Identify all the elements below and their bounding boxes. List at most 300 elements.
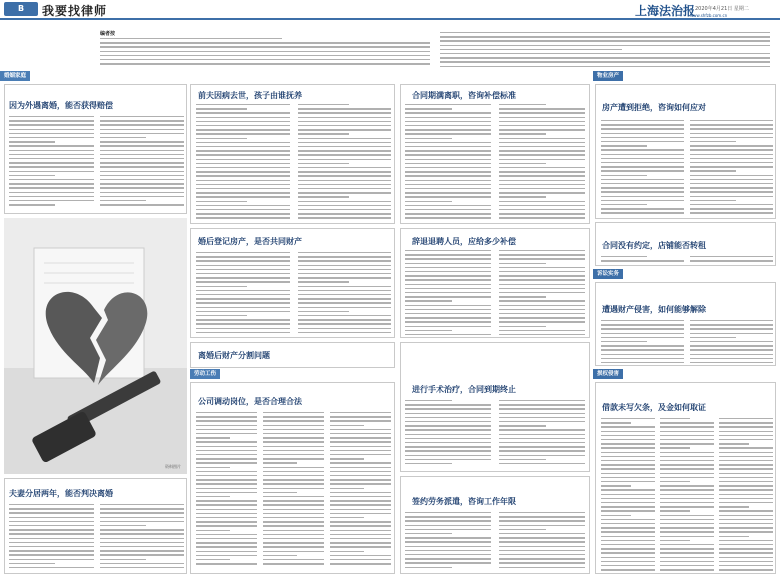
text-line — [601, 328, 684, 329]
text-line — [298, 217, 392, 218]
broken-heart-gavel-icon — [4, 218, 187, 474]
text-line — [719, 439, 773, 440]
text-line — [499, 317, 585, 318]
text-line — [499, 184, 585, 185]
text-line — [298, 163, 349, 164]
text-line — [601, 527, 655, 528]
text-line — [499, 537, 585, 538]
text-line — [100, 120, 185, 121]
text-line — [298, 294, 392, 295]
text-line — [100, 196, 185, 197]
text-line — [100, 187, 185, 188]
text-line — [719, 561, 773, 562]
text-line — [330, 412, 391, 413]
text-line — [690, 256, 773, 257]
text-line — [499, 300, 585, 301]
text-line — [298, 286, 392, 287]
text-line — [601, 341, 647, 342]
text-line — [9, 154, 94, 155]
text-line — [100, 542, 185, 543]
text-line — [298, 112, 392, 113]
text-line — [405, 326, 491, 327]
text-line — [405, 330, 452, 331]
text-line — [196, 265, 290, 266]
text-line — [100, 51, 430, 52]
text-line — [330, 475, 391, 476]
text-line — [499, 334, 585, 335]
text-line — [196, 450, 257, 451]
text-line — [298, 142, 392, 143]
text-line — [330, 504, 391, 505]
text-line — [660, 561, 714, 562]
text-line — [405, 450, 491, 451]
text-line — [660, 565, 714, 566]
text-line — [330, 525, 391, 526]
text-line — [499, 404, 585, 405]
text-line — [601, 204, 647, 205]
text-line — [405, 512, 491, 513]
text-line — [9, 124, 94, 125]
text-line — [601, 418, 655, 419]
text-line — [196, 441, 257, 442]
text-line — [196, 458, 257, 459]
text-line — [100, 133, 185, 134]
text-line — [196, 559, 230, 560]
text-line — [499, 188, 585, 189]
text-line — [196, 163, 290, 164]
text-line — [405, 305, 491, 306]
text-line — [601, 452, 655, 453]
text-line — [440, 57, 770, 58]
text-line — [196, 205, 290, 206]
text-line — [405, 188, 491, 189]
text-line — [601, 460, 655, 461]
text-line — [405, 408, 491, 409]
text-line — [690, 128, 773, 129]
article-title: 遭遇财产侵害，如何能够解除 — [602, 305, 706, 314]
text-line — [298, 196, 349, 197]
text-line — [196, 192, 290, 193]
text-line — [660, 468, 714, 469]
newspaper-brand: 上海法治报 — [635, 4, 696, 18]
text-line — [405, 258, 491, 259]
text-line — [499, 250, 585, 251]
text-line — [405, 154, 491, 155]
text-line — [499, 512, 585, 513]
text-line — [196, 180, 290, 181]
text-line — [440, 53, 770, 54]
text-line — [298, 273, 392, 274]
text-line — [601, 170, 684, 171]
text-line — [601, 515, 631, 516]
text-line — [690, 179, 773, 180]
text-line — [601, 354, 684, 355]
text-line — [440, 61, 770, 62]
text-line — [719, 540, 773, 541]
text-line — [263, 551, 324, 552]
text-line — [660, 552, 714, 553]
text-line — [330, 441, 391, 442]
text-line — [660, 477, 714, 478]
text-line — [9, 200, 94, 201]
text-line — [330, 538, 391, 539]
text-line — [196, 184, 290, 185]
text-line — [405, 562, 491, 563]
text-line — [9, 150, 94, 151]
text-line — [100, 179, 185, 180]
text-line — [100, 150, 185, 151]
page-title: 我要找律师 — [42, 4, 108, 18]
text-line — [330, 546, 391, 547]
text-line — [9, 559, 94, 560]
text-line — [196, 446, 257, 447]
text-line — [100, 129, 185, 130]
text-line — [719, 468, 773, 469]
text-line — [100, 521, 185, 522]
article-title: 公司调动岗位，是否合理合法 — [198, 397, 302, 406]
article-title: 前夫因病去世，孩子由谁抚养 — [198, 91, 302, 100]
text-line — [405, 537, 491, 538]
text-line — [9, 533, 94, 534]
text-line — [601, 540, 655, 541]
text-line — [601, 431, 655, 432]
text-line — [405, 442, 491, 443]
text-line — [405, 400, 452, 401]
text-line — [499, 267, 585, 268]
text-line — [719, 443, 749, 444]
text-line — [690, 320, 773, 321]
text-line — [719, 477, 773, 478]
text-line — [601, 481, 655, 482]
text-line — [719, 456, 773, 457]
text-line — [499, 417, 585, 418]
text-line — [196, 298, 290, 299]
text-line — [499, 562, 585, 563]
text-line — [196, 154, 290, 155]
text-line — [100, 517, 185, 518]
text-line — [601, 187, 684, 188]
text-line — [263, 530, 324, 531]
text-line — [9, 187, 94, 188]
text-line — [9, 192, 94, 193]
text-line — [601, 141, 684, 142]
text-line — [405, 209, 491, 210]
text-line — [330, 429, 391, 430]
text-line — [298, 150, 392, 151]
text-line — [601, 519, 655, 520]
text-line — [330, 563, 391, 564]
text-line — [405, 142, 491, 143]
text-line — [719, 460, 773, 461]
article-title: 签约劳务派遣，咨询工作年限 — [412, 497, 516, 506]
text-line — [499, 180, 585, 181]
text-line — [660, 557, 714, 558]
text-line — [601, 179, 684, 180]
text-line — [690, 362, 773, 363]
text-line — [263, 462, 297, 463]
text-line — [690, 204, 773, 205]
text-line — [601, 536, 655, 537]
text-line — [719, 544, 773, 545]
text-line — [330, 559, 391, 560]
text-line — [719, 485, 773, 486]
text-line — [601, 320, 684, 321]
text-line — [9, 129, 94, 130]
text-line — [601, 468, 655, 469]
text-line — [100, 42, 430, 43]
text-line — [330, 462, 391, 463]
text-line — [690, 141, 736, 142]
article-title: 离婚后财产分割问题 — [198, 351, 270, 360]
text-line — [499, 167, 585, 168]
section-tab-infringement: 损权侵害 — [593, 369, 623, 379]
text-line — [601, 149, 684, 150]
text-line — [405, 133, 491, 134]
text-line — [405, 541, 491, 542]
text-line — [330, 420, 391, 421]
text-line — [440, 32, 770, 33]
text-line — [499, 125, 585, 126]
text-line — [263, 504, 324, 505]
text-line — [660, 464, 714, 465]
text-line — [660, 510, 690, 511]
text-line — [719, 536, 749, 537]
text-line — [499, 175, 585, 176]
text-line — [196, 425, 257, 426]
text-line — [196, 146, 290, 147]
text-line — [499, 529, 546, 530]
text-line — [499, 154, 585, 155]
text-line — [196, 281, 290, 282]
text-line — [690, 196, 773, 197]
section-tab-family: 婚姻家庭 — [0, 71, 30, 81]
article-box — [190, 382, 395, 574]
text-line — [196, 302, 290, 303]
text-line — [719, 431, 773, 432]
text-line — [263, 500, 324, 501]
text-line — [196, 551, 257, 552]
text-line — [440, 45, 770, 46]
text-line — [499, 254, 585, 255]
text-line — [196, 112, 290, 113]
text-line — [499, 296, 546, 297]
text-line — [660, 431, 714, 432]
text-line — [690, 358, 773, 359]
text-line — [330, 416, 391, 417]
text-line — [405, 429, 491, 430]
text-line — [405, 300, 452, 301]
text-line — [330, 521, 391, 522]
text-line — [660, 527, 714, 528]
text-line — [690, 212, 773, 213]
text-line — [499, 305, 585, 306]
text-line — [601, 256, 647, 257]
text-line — [690, 133, 773, 134]
text-line — [100, 550, 185, 551]
text-line — [405, 417, 491, 418]
text-line — [405, 267, 491, 268]
text-line — [263, 446, 324, 447]
text-line — [660, 548, 714, 549]
text-line — [330, 450, 391, 451]
text-line — [499, 150, 585, 151]
text-line — [690, 145, 773, 146]
text-line — [719, 552, 773, 553]
text-line — [660, 435, 714, 436]
text-line — [601, 498, 655, 499]
text-line — [196, 277, 290, 278]
text-line — [196, 555, 257, 556]
text-line — [499, 520, 585, 521]
text-line — [196, 475, 257, 476]
text-line — [196, 159, 290, 160]
text-line — [263, 416, 324, 417]
text-line — [298, 256, 392, 257]
text-line — [719, 418, 773, 419]
text-line — [100, 538, 185, 539]
text-line — [100, 171, 185, 172]
text-line — [499, 567, 585, 568]
text-line — [196, 175, 290, 176]
text-line — [196, 479, 257, 480]
text-line — [690, 166, 773, 167]
text-line — [601, 124, 684, 125]
text-line — [298, 311, 349, 312]
text-line — [601, 362, 684, 363]
article-title: 夫妻分居两年，能否判决离婚 — [9, 489, 113, 498]
text-line — [100, 63, 430, 64]
text-line — [100, 508, 185, 509]
text-line — [196, 286, 247, 287]
text-line — [298, 117, 392, 118]
text-line — [196, 517, 257, 518]
text-line — [196, 467, 230, 468]
text-line — [9, 166, 94, 167]
text-line — [719, 435, 773, 436]
text-line — [601, 128, 684, 129]
text-line — [196, 412, 257, 413]
text-line — [499, 275, 585, 276]
text-line — [196, 416, 257, 417]
text-line — [263, 433, 324, 434]
text-line — [263, 492, 297, 493]
text-line — [196, 129, 290, 130]
text-line — [196, 328, 290, 329]
text-line — [690, 345, 773, 346]
text-line — [405, 129, 491, 130]
text-line — [405, 138, 452, 139]
text-line — [298, 129, 392, 130]
text-line — [601, 485, 631, 486]
text-line — [9, 183, 94, 184]
article-title: 婚后登记房产，是否共同财产 — [198, 237, 302, 246]
text-line — [263, 563, 324, 564]
text-line — [263, 517, 324, 518]
text-line — [263, 555, 297, 556]
text-line — [298, 307, 392, 308]
text-line — [601, 175, 647, 176]
text-line — [100, 141, 185, 142]
text-line — [298, 252, 392, 253]
text-line — [298, 108, 392, 109]
text-line — [298, 213, 392, 214]
text-line — [263, 534, 324, 535]
text-line — [440, 40, 770, 41]
text-line — [263, 450, 324, 451]
text-line — [298, 146, 392, 147]
text-line — [100, 38, 282, 39]
text-line — [405, 516, 491, 517]
text-line — [9, 546, 94, 547]
text-line — [298, 332, 392, 333]
text-line — [499, 525, 585, 526]
text-line — [405, 455, 491, 456]
text-line — [196, 546, 257, 547]
text-line — [499, 104, 546, 105]
text-line — [196, 332, 290, 333]
text-line — [196, 319, 290, 320]
text-line — [100, 162, 185, 163]
text-line — [660, 569, 714, 570]
text-line — [499, 313, 585, 314]
text-line — [298, 180, 392, 181]
text-line — [601, 196, 684, 197]
text-line — [100, 124, 185, 125]
text-line — [719, 506, 749, 507]
text-line — [499, 142, 585, 143]
text-line — [9, 158, 94, 159]
text-line — [9, 116, 94, 117]
text-line — [719, 510, 773, 511]
text-line — [196, 171, 290, 172]
text-line — [660, 456, 714, 457]
text-line — [499, 213, 585, 214]
text-line — [499, 121, 585, 122]
text-line — [298, 121, 392, 122]
text-line — [196, 471, 257, 472]
text-line — [405, 404, 491, 405]
text-line — [263, 559, 324, 560]
text-line — [660, 531, 714, 532]
text-line — [405, 104, 491, 105]
text-line — [690, 354, 773, 355]
text-line — [100, 59, 430, 60]
text-line — [499, 425, 546, 426]
text-line — [298, 125, 392, 126]
text-line — [196, 534, 257, 535]
text-line — [196, 521, 257, 522]
text-line — [100, 546, 185, 547]
text-line — [660, 519, 714, 520]
text-line — [196, 483, 257, 484]
text-line — [196, 513, 257, 514]
text-line — [660, 540, 690, 541]
text-line — [405, 263, 491, 264]
text-line — [690, 187, 773, 188]
text-line — [601, 324, 684, 325]
text-line — [690, 137, 773, 138]
text-line — [660, 502, 714, 503]
text-line — [263, 483, 324, 484]
text-line — [263, 458, 324, 459]
text-line — [298, 192, 392, 193]
intro-label: 编者按 — [100, 31, 116, 37]
article-title: 进行手术治疗，合同到期终止 — [412, 385, 516, 394]
text-line — [601, 447, 655, 448]
text-line — [499, 330, 585, 331]
text-line — [719, 481, 773, 482]
text-line — [601, 473, 655, 474]
